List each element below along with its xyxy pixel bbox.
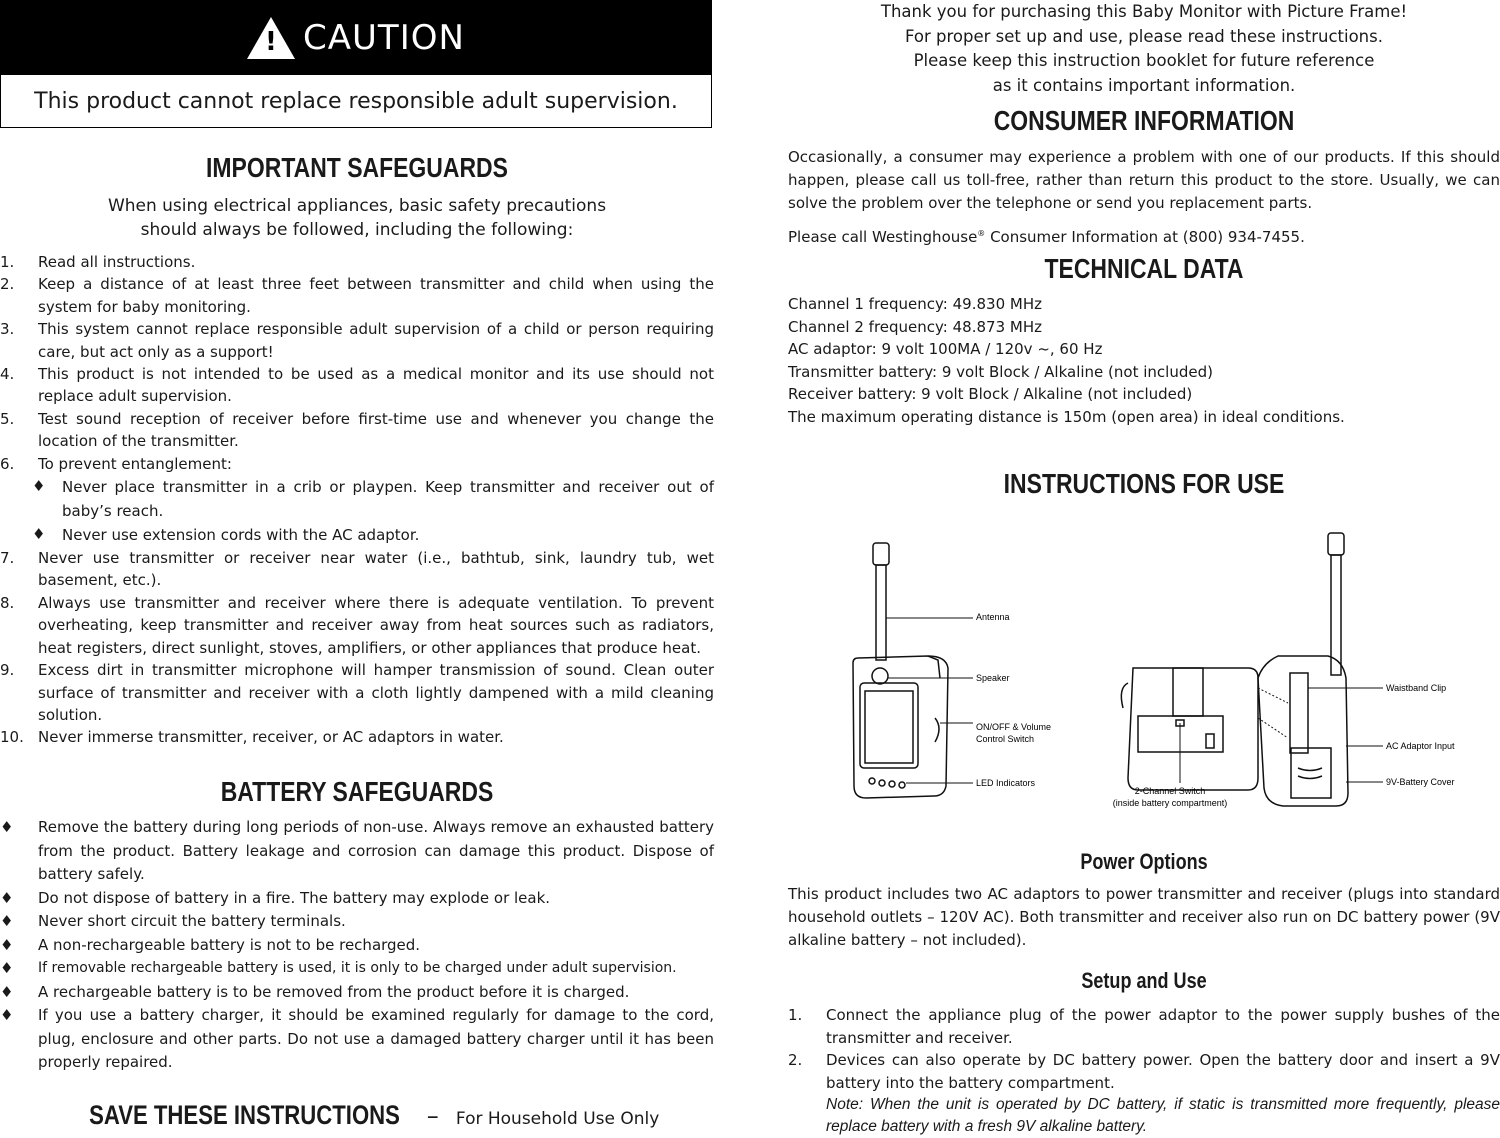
tech-line: AC adaptor: 9 volt 100MA / 120v ~, 60 Hz xyxy=(788,340,1103,359)
power-heading: Power Options xyxy=(1080,849,1208,874)
list-item: 2. Keep a distance of at least three feet between transmitter and child when using the system for baby monitoring. xyxy=(0,275,714,316)
setup-note: Note: When the unit is operated by DC battery, if static is transmitted more frequently, please replace battery with a fresh 9V alkaline battery. xyxy=(826,1096,1500,1135)
technical-heading: TECHNICAL DATA xyxy=(1044,253,1244,284)
receiver-illustration xyxy=(853,543,948,798)
diamond-bullet-icon: ♦ xyxy=(0,888,14,907)
list-item: 7. Never use transmitter or receiver near water (i.e., bathtub, sink, laundry tub, wet basement, etc.). xyxy=(0,549,714,590)
label-onoff: ON/OFF & Volume xyxy=(976,722,1052,732)
consumer-paragraph: Occasionally, a consumer may experience a problem with one of our products. If this should happen, please call us toll-free, rather than return this product to the store. Usually, we can solve the problem over the telephone or send you replacement parts. xyxy=(788,148,1500,212)
diamond-bullet-icon: ♦ xyxy=(32,525,46,544)
label-speaker: Speaker xyxy=(976,673,1010,683)
list-item: 1. Read all instructions. xyxy=(0,253,196,271)
warning-icon: ! xyxy=(247,17,295,59)
technical-list xyxy=(788,293,1500,429)
caution-box xyxy=(0,0,712,128)
list-item: ♦ Never short circuit the battery terminals. xyxy=(0,910,714,934)
caution-title: CAUTION xyxy=(303,18,465,58)
label-onoff-2: Control Switch xyxy=(976,734,1035,744)
label-antenna: Antenna xyxy=(976,612,1010,622)
tech-line: Receiver battery: 9 volt Block / Alkaline (not included) xyxy=(788,385,1193,404)
intro-line: When using electrical appliances, basic safety precautions xyxy=(107,196,607,216)
list-item: 8. Always use transmitter and receiver where there is adequate ventilation. To prevent overheating, keep transmitter and receiver away from heat sources such as radiators, heat registers, direct sunlight, stoves, amplifiers, or other appliances that produce heat. xyxy=(0,593,714,657)
label-clip: Waistband Clip xyxy=(1386,683,1447,693)
save-instructions-title: SAVE THESE INSTRUCTIONS xyxy=(88,1100,400,1130)
safeguards-heading: IMPORTANT SAFEGUARDS xyxy=(206,152,508,183)
safeguards-list xyxy=(0,251,714,749)
footer-dash: – xyxy=(426,1102,439,1130)
list-item: 10. Never immerse transmitter, receiver, or AC adaptors in water. xyxy=(0,728,504,747)
thanks-line: Thank you for purchasing this Baby Monitor with Picture Frame! xyxy=(880,2,1408,21)
list-item: 6. To prevent entanglement: xyxy=(0,454,232,473)
list-item: ♦ If you use a battery charger, it should be examined regularly for damage to the cord, plug, enclosure and other parts. Do not use a damaged battery charger until it has been properly repaired. xyxy=(0,1004,714,1075)
product-diagram xyxy=(788,528,1500,823)
diamond-bullet-icon: ♦ xyxy=(0,818,14,836)
list-item: ♦ A non-rechargeable battery is not to be recharged. xyxy=(0,934,714,958)
diamond-bullet-icon: ♦ xyxy=(0,959,14,977)
thanks-line: Please keep this instruction booklet for future reference xyxy=(913,51,1375,70)
list-item: 4. This product is not intended to be used as a medical monitor and its use should not replace adult supervision. xyxy=(0,365,714,406)
consumer-heading: CONSUMER INFORMATION xyxy=(993,105,1295,136)
diamond-bullet-icon: ♦ xyxy=(0,912,14,930)
label-led: LED Indicators xyxy=(976,778,1036,788)
battery-list xyxy=(0,816,714,1075)
diamond-bullet-icon: ♦ xyxy=(0,1006,14,1024)
thanks-block xyxy=(788,0,1500,98)
power-text: This product includes two AC adaptors to power transmitter and receiver (plugs into standard household outlets – 120V AC). Both transmitter and receiver also run on DC battery power (9V alkaline battery – not included). xyxy=(788,885,1500,949)
list-item: 2. Devices can also operate by DC battery power. Open the battery door and insert a 9V battery into the battery compartment. xyxy=(788,1051,1500,1092)
setup-list xyxy=(788,1004,1500,1138)
tech-line: Channel 2 frequency: 48.873 MHz xyxy=(788,317,1042,336)
thanks-line: For proper set up and use, please read these instructions. xyxy=(905,26,1383,46)
thanks-line: as it contains important information. xyxy=(992,75,1296,95)
list-item: ♦ If removable rechargeable battery is used, it is only to be charged under adult supervision. xyxy=(0,957,714,981)
caution-header xyxy=(1,1,711,75)
sub-list-item: ♦ Never place transmitter in a crib or playpen. Keep transmitter and receiver out of baby’s reach. xyxy=(0,475,714,523)
save-instructions-footer xyxy=(0,1100,714,1131)
list-item: ♦ Remove the battery during long periods of non-use. Always remove an exhausted battery from the product. Battery leakage and corrosion can damage this product. Dispose of battery safely. xyxy=(0,816,714,887)
label-cover: 9V-Battery Cover xyxy=(1386,777,1455,787)
instructions-heading: INSTRUCTIONS FOR USE xyxy=(1003,468,1285,499)
setup-heading: Setup and Use xyxy=(1081,968,1207,993)
intro-line: should always be followed, including the following: xyxy=(140,220,574,240)
label-switch-2: (inside battery compartment) xyxy=(1112,798,1228,808)
list-item: 1. Connect the appliance plug of the power adaptor to the power supply bushes of the transmitter and receiver. xyxy=(788,1006,1500,1047)
receiver-callout-lines xyxy=(886,618,973,783)
tech-line: Channel 1 frequency: 49.830 MHz xyxy=(788,295,1042,313)
list-item: 9. Excess dirt in transmitter microphone will hamper transmission of sound. Clean outer surface of transmitter and receiver with a cloth lightly dampened with a mild cleaning solution. xyxy=(0,661,714,724)
list-item: 5. Test sound reception of receiver before first-time use and whenever you change the location of the transmitter. xyxy=(0,409,714,451)
transmitter-illustration xyxy=(1121,533,1348,806)
transmitter-callout-lines xyxy=(1180,688,1383,783)
diamond-bullet-icon: ♦ xyxy=(32,477,46,496)
list-item: 3. This system cannot replace responsible adult supervision of a child or person requiring care, but act only as a support! xyxy=(0,320,714,361)
diamond-bullet-icon: ♦ xyxy=(0,982,14,1001)
list-item: ♦ A rechargeable battery is to be removed from the product before it is charged. xyxy=(0,981,714,1005)
battery-heading: BATTERY SAFEGUARDS xyxy=(220,776,494,807)
consumer-phone: Please call Westinghouse® Consumer Information at (800) 934-7455. xyxy=(788,228,1305,246)
diamond-bullet-icon: ♦ xyxy=(0,935,14,954)
tech-line: Transmitter battery: 9 volt Block / Alkaline (not included) xyxy=(788,362,1213,381)
caution-text: This product cannot replace responsible adult supervision. xyxy=(34,89,678,114)
safeguards-intro xyxy=(0,194,714,242)
household-use-text: For Household Use Only xyxy=(455,1109,660,1129)
label-switch: 2-Channel Switch xyxy=(1134,786,1206,796)
label-acinput: AC Adaptor Input xyxy=(1386,741,1455,751)
sub-list-item: ♦ Never use extension cords with the AC adaptor. xyxy=(0,523,714,547)
list-item: ♦ Do not dispose of battery in a fire. The battery may explode or leak. xyxy=(0,887,714,911)
tech-line: The maximum operating distance is 150m (open area) in ideal conditions. xyxy=(788,407,1345,426)
